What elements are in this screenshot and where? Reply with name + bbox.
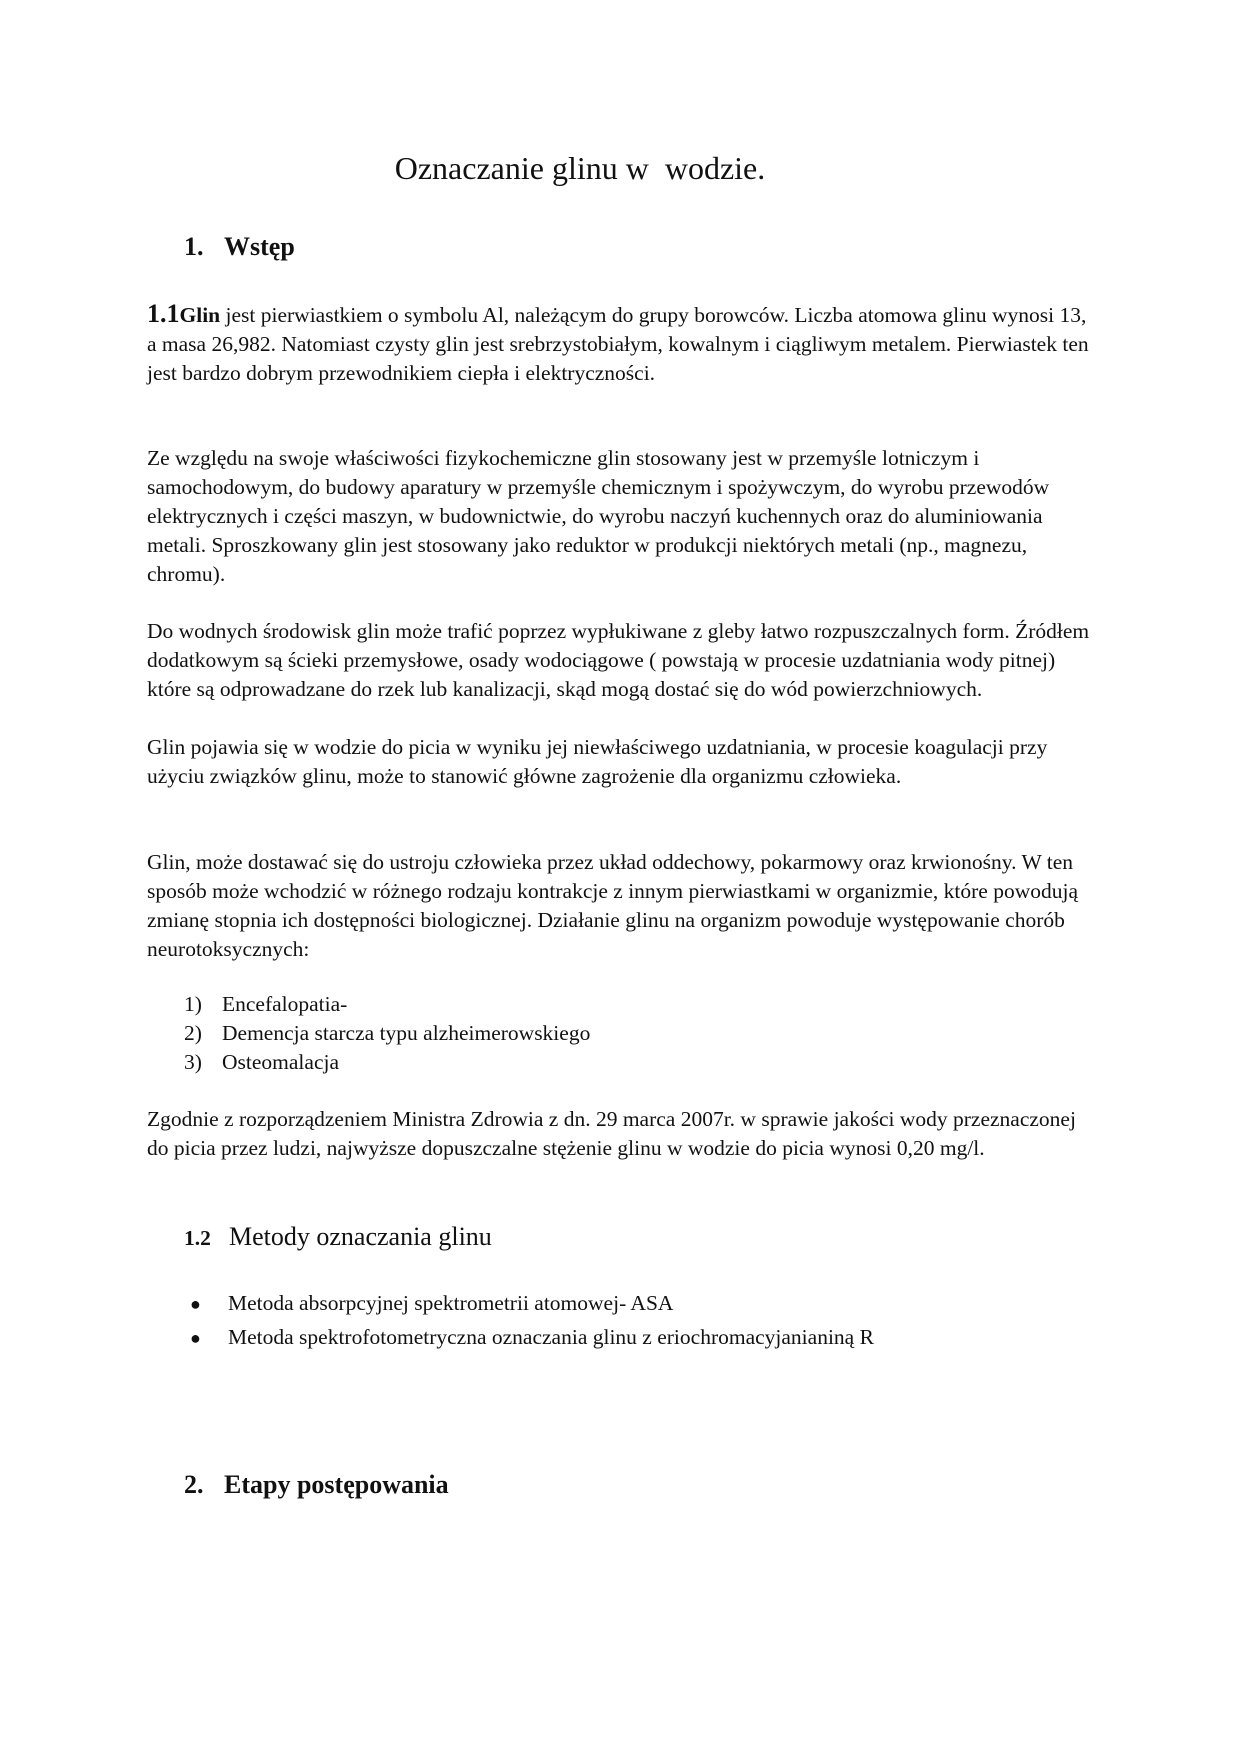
section-heading-procedure [184, 1470, 449, 1500]
section-number: 2. [184, 1470, 204, 1499]
paragraph-aluminium-uses: Ze względu na swoje właściwości fizykochemiczne glin stosowany jest w przemyśle lotniczym i samochodowym, do budowy aparatury w przemyśle chemicznym i spożywczym, do wyrobu przewodów elektrycznych i części maszyn, w budownictwie, do wyrobu naczyń kuchennych oraz do aluminiowania metali. Sproszkowany glin jest stosowany jako reduktor w produkcji niektórych metali (np., magnezu, chromu). [147, 446, 1050, 586]
bullet-icon: ● [190, 1294, 201, 1314]
bullet-text: Metoda spektrofotometryczna oznaczania glinu z eriochromacyjanianiną R [228, 1325, 874, 1349]
list-marker: 3) [184, 1050, 202, 1074]
list-marker: 2) [184, 1021, 202, 1045]
subsection-number: 1.1 [147, 299, 180, 328]
list-item-text: Demencja starcza typu alzheimerowskiego [222, 1021, 591, 1045]
paragraph-health-effects: Glin, może dostawać się do ustroju człowieka przez układ oddechowy, pokarmowy oraz krwionośny. W ten sposób może wchodzić w różnego rodzaju kontrakcje z innym pierwiastkami w organizmie, które powodują zmianę stopnia ich dostępności biologicznej. Działanie glinu na organizm powoduje występowanie chorób neurotoksycznych: [147, 850, 1078, 961]
paragraph-drinking-water: Glin pojawia się w wodzie do picia w wyniku jej niewłaściwego uzdatniania, w procesie koagulacji przy użyciu związków glinu, może to stanowić główne zagrożenie dla organizmu człowieka. [147, 735, 1048, 788]
paragraph-aluminium-properties [147, 299, 1092, 388]
subsection-title: Metody oznaczania glinu [229, 1222, 492, 1251]
bullet-item [190, 1289, 673, 1319]
document-title: Oznaczanie glinu w wodzie. [394, 150, 766, 186]
list-item-text: Osteomalacja [222, 1050, 340, 1074]
paragraph-regulation: Zgodnie z rozporządzeniem Ministra Zdrowia z dn. 29 marca 2007r. w sprawie jakości wody przeznaczonej do picia przez ludzi, najwyższe dopuszczalne stężenie glinu w wodzie do picia wynosi 0,20 mg/l. [147, 1107, 1076, 1160]
paragraph-aluminium-sources: Do wodnych środowisk glin może trafić poprzez wypłukiwane z gleby łatwo rozpuszczalnych form. Źródłem dodatkowym są ścieki przemysłowe, osady wodociągowe ( powstają w procesie uzdatniania wody pitnej) które są odprowadzane do rzek lub kanalizacji, skąd mogą dostać się do wód powierzchniowych. [147, 619, 1090, 701]
section-number: 1. [184, 232, 204, 261]
list-item-text: Encefalopatia- [222, 992, 348, 1016]
bullet-text: Metoda absorpcyjnej spektrometrii atomowej- ASA [228, 1291, 674, 1315]
section-title: Wstęp [224, 232, 295, 261]
bullet-icon: ● [190, 1328, 201, 1348]
section-title: Etapy postępowania [224, 1470, 449, 1499]
section-heading-intro [184, 232, 295, 262]
list-item [184, 1019, 590, 1048]
bullet-item [190, 1323, 874, 1353]
list-item [184, 990, 347, 1019]
subsection-heading-methods [184, 1222, 492, 1252]
list-item [184, 1048, 339, 1077]
paragraph-text: jest pierwiastkiem o symbolu Al, należącym do grupy borowców. Liczba atomowa glinu wynosi 13, a masa 26,982. Natomiast czysty glin jest srebrzystobiałym, kowalnym i ciągliwym metalem. Pierwiastek ten jest bardzo dobrym przewodnikiem ciepła i elektryczności. [147, 303, 1089, 385]
subsection-number: 1.2 [184, 1226, 211, 1250]
lead-word: Glin [179, 303, 221, 327]
list-marker: 1) [184, 992, 202, 1016]
